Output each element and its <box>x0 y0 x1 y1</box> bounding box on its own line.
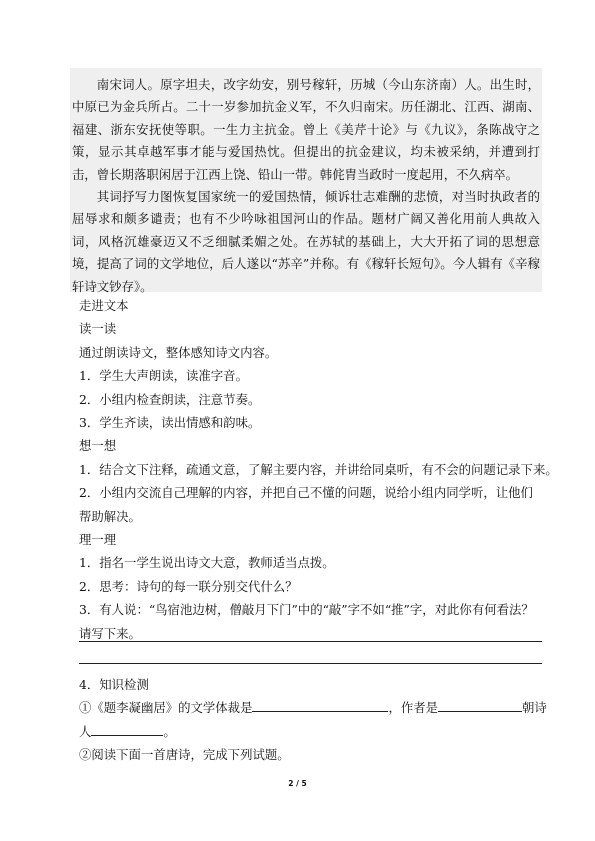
sort-item-3: 3．有人说：“鸟宿池边树，僧敲月下门”中的“敲”字不如“推”字，对此你有何看法？请写下来。 <box>79 602 534 641</box>
check-question-2: ②阅读下面一首唐诗，完成下列试题。 <box>79 747 290 763</box>
author-blank[interactable] <box>438 699 522 712</box>
sort-item-2: 2．思考：诗句的每一联分别交代什么？ <box>79 578 298 594</box>
knowledge-check <box>79 673 547 767</box>
lesson-body <box>79 294 558 645</box>
dynasty-poet-blank[interactable] <box>91 723 163 736</box>
check-q1-text-a: ①《题李凝幽居》的文学体裁是 <box>79 700 253 716</box>
answer-line-1[interactable] <box>79 641 542 642</box>
author-bio-paragraph-1: 南宋词人。原字坦夫，改字幼安，别号稼轩，历城（今山东济南）人。出生时，中原已为金兵所占。二十一岁参加抗金义军，不久归南宋。历任湖北、江西、湖南、福建、浙东安抚使等职。一生力主抗金。曾上《美芹十论》与《九议》，条陈战守之策，显示其卓越军事才能与爱国热忱。但提出的抗金建议，均未被采纳，并遭到打击，曾长期落职闲居于江西上饶、铅山一带。韩侂胄当政时一度起用，不久病卒。 <box>72 77 540 182</box>
think-heading: 想一想 <box>79 438 117 454</box>
sort-heading: 理一理 <box>79 532 117 548</box>
check-q1-text-b: ，作者是 <box>388 700 439 716</box>
read-item-2: 2．小组内检查朗读，注意节奏。 <box>79 391 261 407</box>
page-number: 2 / 5 <box>288 779 307 788</box>
check-q1-text-c: 朝诗 <box>522 700 547 716</box>
sort-item-1: 1．指名一学生说出诗文大意，教师适当点拨。 <box>79 555 335 571</box>
author-bio-paragraph-2: 其词抒写力图恢复国家统一的爱国热情，倾诉壮志难酬的悲愤，对当时执政者的屈辱求和颇多谴责；也有不少吟咏祖国河山的作品。题材广阔又善化用前人典故入词，风格沉雄豪迈又不乏细腻柔媚之处。在苏轼的基础上，大大开拓了词的思想意境，提高了词的文学地位，后人遂以“苏辛”并称。有《稼轩长短句》。今人辑有《辛稼轩诗文钞存》。 <box>72 189 540 294</box>
think-item-2: 2．小组内交流自己理解的内容，并把自己不懂的问题，说给小组内同学听，让他们帮助解决。 <box>79 485 533 524</box>
read-item-1: 1．学生大声朗读，读准字音。 <box>79 368 248 384</box>
check-question-1 <box>79 696 547 719</box>
answer-line-2[interactable] <box>79 663 542 664</box>
author-bio-box <box>70 68 542 292</box>
check-q1-text-d: 人 <box>79 723 92 739</box>
read-intro: 通过朗读诗文，整体感知诗文内容。 <box>79 344 278 360</box>
read-heading: 读一读 <box>79 321 117 337</box>
check-question-1-cont <box>79 720 542 743</box>
read-item-3: 3．学生齐读，读出情感和韵味。 <box>79 415 261 431</box>
section-title: 走进文本 <box>79 298 129 313</box>
check-q1-end: 。 <box>163 723 176 739</box>
think-item-1: 1．结合文下注释，疏通文意，了解主要内容，并讲给同桌听，有不会的问题记录下来。 <box>79 461 558 477</box>
check-heading: 4．知识检测 <box>79 677 149 692</box>
genre-blank[interactable] <box>252 699 388 712</box>
